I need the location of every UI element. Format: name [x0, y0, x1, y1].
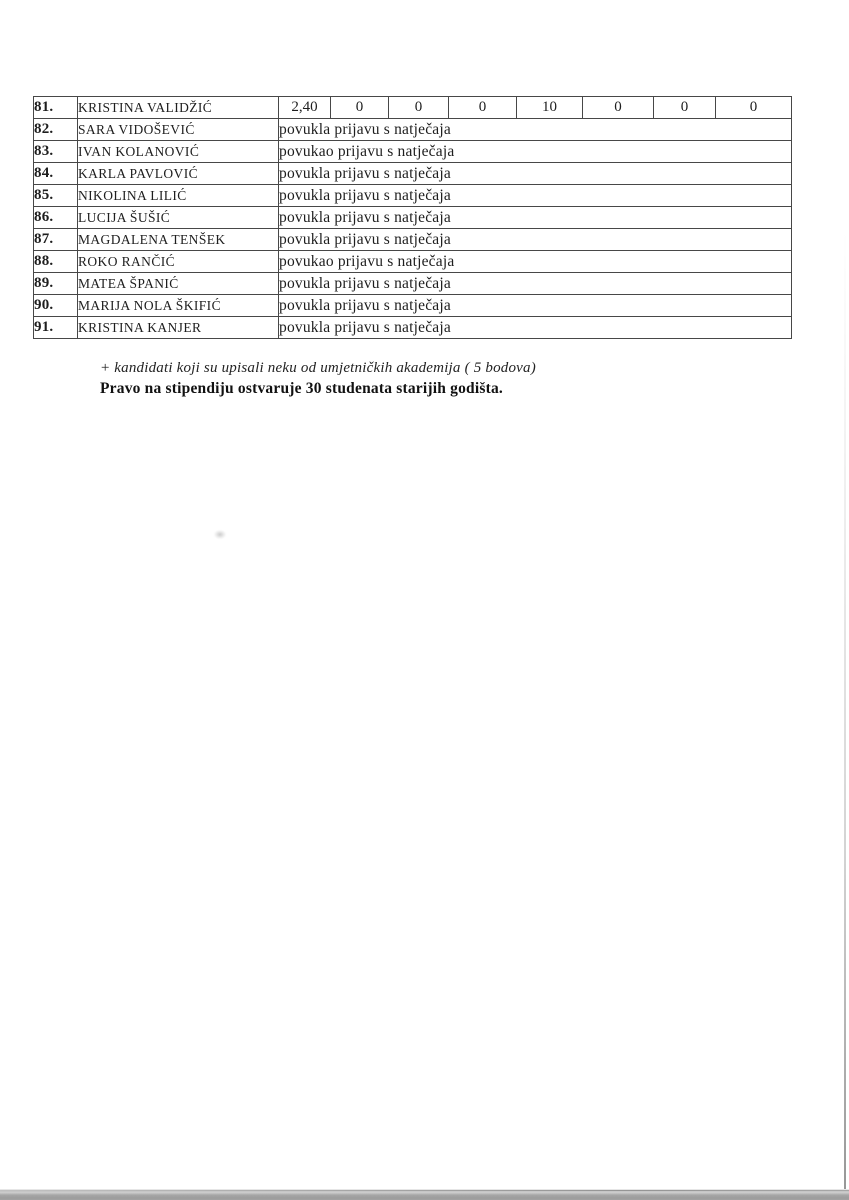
scholarship-results-table — [33, 96, 792, 339]
candidate-name-cell: MARIJA NOLA ŠKIFIĆ — [78, 295, 279, 317]
row-number-cell: 81. — [34, 97, 78, 119]
withdrawal-status-cell: povukla prijavu s natječaja — [279, 119, 792, 141]
row-number-cell: 88. — [34, 251, 78, 273]
row-number-cell: 85. — [34, 185, 78, 207]
table-row — [34, 185, 792, 207]
row-number-cell: 86. — [34, 207, 78, 229]
table-row — [34, 141, 792, 163]
row-number-cell: 89. — [34, 273, 78, 295]
candidate-name-cell: LUCIJA ŠUŠIĆ — [78, 207, 279, 229]
withdrawal-status-cell: povukao prijavu s natječaja — [279, 251, 792, 273]
scan-right-edge-shadow — [844, 230, 846, 1191]
row-number-cell: 91. — [34, 317, 78, 339]
footnotes — [100, 358, 660, 399]
score-cell: 0 — [389, 97, 449, 119]
candidate-name-cell: KRISTINA VALIDŽIĆ — [78, 97, 279, 119]
score-cell: 0 — [654, 97, 716, 119]
row-number-cell: 90. — [34, 295, 78, 317]
table-row — [34, 163, 792, 185]
candidate-name-cell: KRISTINA KANJER — [78, 317, 279, 339]
withdrawal-status-cell: povukla prijavu s natječaja — [279, 229, 792, 251]
withdrawal-status-cell: povukla prijavu s natječaja — [279, 273, 792, 295]
withdrawal-status-cell: povukla prijavu s natječaja — [279, 317, 792, 339]
score-cell: 2,40 — [279, 97, 331, 119]
withdrawal-status-cell: povukla prijavu s natječaja — [279, 163, 792, 185]
score-cell: 0 — [331, 97, 389, 119]
withdrawal-status-cell: povukao prijavu s natječaja — [279, 141, 792, 163]
scan-smudge-artifact — [214, 530, 226, 539]
table-row — [34, 207, 792, 229]
candidate-name-cell: IVAN KOLANOVIĆ — [78, 141, 279, 163]
table-row — [34, 273, 792, 295]
candidate-name-cell: KARLA PAVLOVIĆ — [78, 163, 279, 185]
table-row — [34, 119, 792, 141]
candidate-name-cell: SARA VIDOŠEVIĆ — [78, 119, 279, 141]
score-cell: 0 — [716, 97, 792, 119]
table-row — [34, 295, 792, 317]
withdrawal-status-cell: povukla prijavu s natječaja — [279, 207, 792, 229]
row-number-cell: 83. — [34, 141, 78, 163]
row-number-cell: 82. — [34, 119, 78, 141]
score-cell: 10 — [517, 97, 583, 119]
score-cell: 0 — [583, 97, 654, 119]
withdrawal-status-cell: povukla prijavu s natječaja — [279, 185, 792, 207]
candidate-name-cell: MAGDALENA TENŠEK — [78, 229, 279, 251]
candidate-name-cell: NIKOLINA LILIĆ — [78, 185, 279, 207]
results-table-body — [34, 97, 792, 339]
score-cell: 0 — [449, 97, 517, 119]
table-row — [34, 97, 792, 119]
row-number-cell: 87. — [34, 229, 78, 251]
candidate-name-cell: ROKO RANČIĆ — [78, 251, 279, 273]
scan-bottom-edge-bar — [0, 1189, 849, 1200]
table-row — [34, 317, 792, 339]
withdrawal-status-cell: povukla prijavu s natječaja — [279, 295, 792, 317]
footnote-scholarship-count: Pravo na stipendiju ostvaruje 30 studenata starijih godišta. — [100, 380, 503, 397]
table-row — [34, 251, 792, 273]
candidate-name-cell: MATEA ŠPANIĆ — [78, 273, 279, 295]
table-row — [34, 229, 792, 251]
footnote-art-academy: + kandidati koji su upisali neku od umjetničkih akademija ( 5 bodova) — [100, 360, 536, 376]
row-number-cell: 84. — [34, 163, 78, 185]
